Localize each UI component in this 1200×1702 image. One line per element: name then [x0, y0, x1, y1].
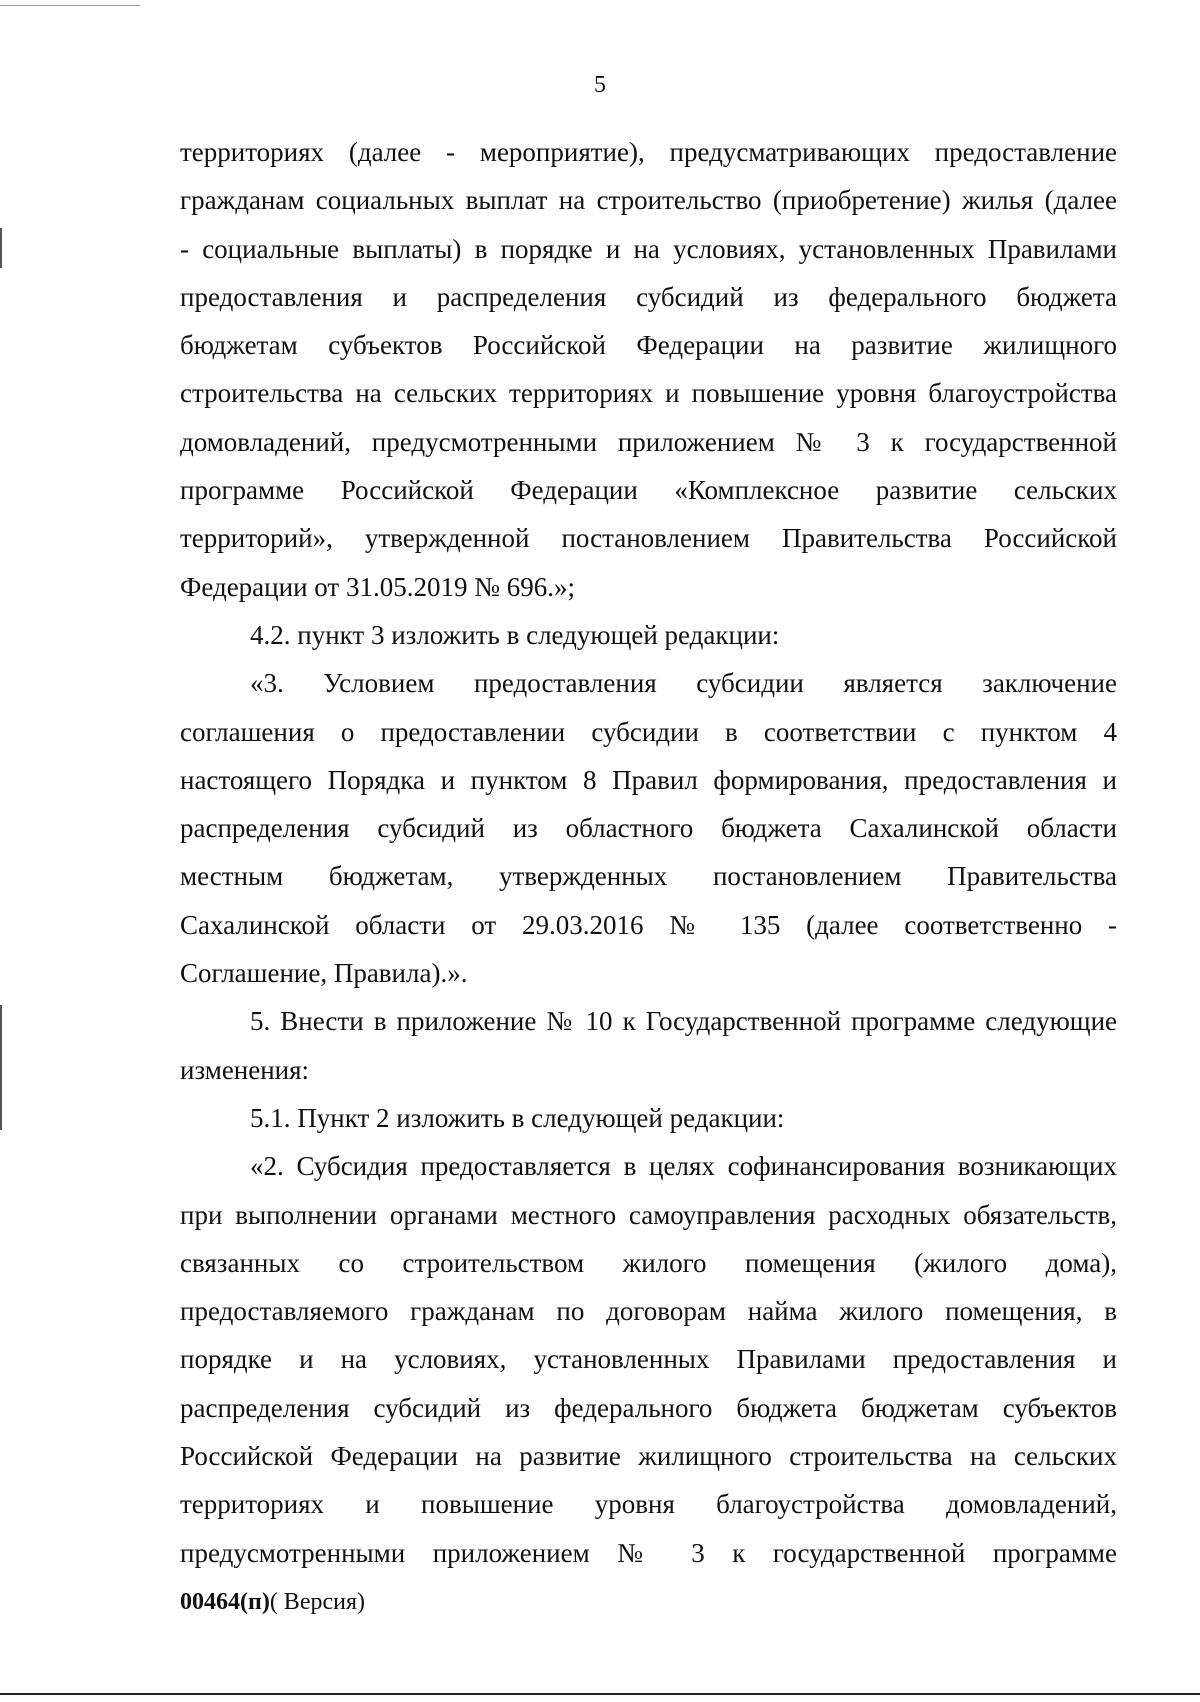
- text-line: «3. Условием предоставления субсидии является заключение: [250, 668, 1117, 699]
- text-line: - социальные выплаты) в порядке и на условиях, установленных Правилами: [180, 233, 1117, 264]
- text-line: предоставляемого гражданам по договорам найма жилого помещения, в: [180, 1296, 1117, 1327]
- text-line: Российской Федерации на развитие жилищного строительства на сельских: [180, 1441, 1117, 1472]
- text-line: связанных со строительством жилого помещения (жилого дома),: [180, 1247, 1117, 1278]
- text-line: настоящего Порядка и пунктом 8 Правил формирования, предоставления и: [180, 764, 1117, 795]
- text-line: местным бюджетам, утвержденных постановлением Правительства: [180, 861, 1117, 892]
- text-line: распределения субсидий из федерального бюджета бюджетам субъектов: [180, 1392, 1117, 1423]
- text-line: домовладений, предусмотренными приложением № 3 к государственной: [180, 426, 1117, 457]
- document-footer: [180, 1587, 365, 1617]
- text-line: бюджетам субъектов Российской Федерации на развитие жилищного: [180, 330, 1117, 361]
- text-line: соглашения о предоставлении субсидии в соответствии с пунктом 4: [180, 716, 1117, 747]
- scan-mark-left-1: [0, 228, 2, 268]
- text-line: изменения:: [180, 1054, 310, 1085]
- scan-edge-top: [0, 5, 140, 6]
- text-line: Федерации от 31.05.2019 № 696.»;: [180, 571, 575, 602]
- text-line: территориях и повышение уровня благоустройства домовладений,: [180, 1489, 1117, 1520]
- text-line: гражданам социальных выплат на строительство (приобретение) жилья (далее: [180, 185, 1117, 216]
- footer-version-label: ( Версия): [269, 1589, 365, 1615]
- text-line: предоставления и распределения субсидий из федерального бюджета: [180, 281, 1117, 312]
- text-line: территорий», утвержденной постановлением Правительства Российской: [180, 523, 1117, 554]
- page-number: 5: [594, 72, 606, 98]
- text-line: 4.2. пункт 3 изложить в следующей редакции:: [250, 619, 780, 650]
- text-line: строительства на сельских территориях и повышение уровня благоустройства: [180, 378, 1117, 409]
- text-line: 5.1. Пункт 2 изложить в следующей редакции:: [250, 1102, 785, 1133]
- text-line: Сахалинской области от 29.03.2016 № 135 (далее соответственно -: [180, 909, 1117, 940]
- footer-document-code: 00464(п): [180, 1589, 270, 1615]
- text-line: территориях (далее - мероприятие), предусматривающих предоставление: [180, 137, 1117, 167]
- text-line: Соглашение, Правила).».: [180, 958, 468, 989]
- text-line: предусмотренными приложением № 3 к государственной программе: [180, 1537, 1117, 1568]
- scan-mark-left-2: [0, 1005, 2, 1130]
- document-body: [180, 128, 1117, 1577]
- text-line: порядке и на условиях, установленных Правилами предоставления и: [180, 1344, 1117, 1375]
- text-line: «2. Субсидия предоставляется в целях софинансирования возникающих: [250, 1151, 1117, 1182]
- text-line: 5. Внести в приложение № 10 к Государственной программе следующие: [250, 1006, 1117, 1037]
- scan-edge-bottom: [0, 1693, 1200, 1695]
- text-line: программе Российской Федерации «Комплексное развитие сельских: [180, 475, 1117, 506]
- text-line: при выполнении органами местного самоуправления расходных обязательств,: [180, 1199, 1117, 1230]
- text-line: распределения субсидий из областного бюджета Сахалинской области: [180, 813, 1117, 844]
